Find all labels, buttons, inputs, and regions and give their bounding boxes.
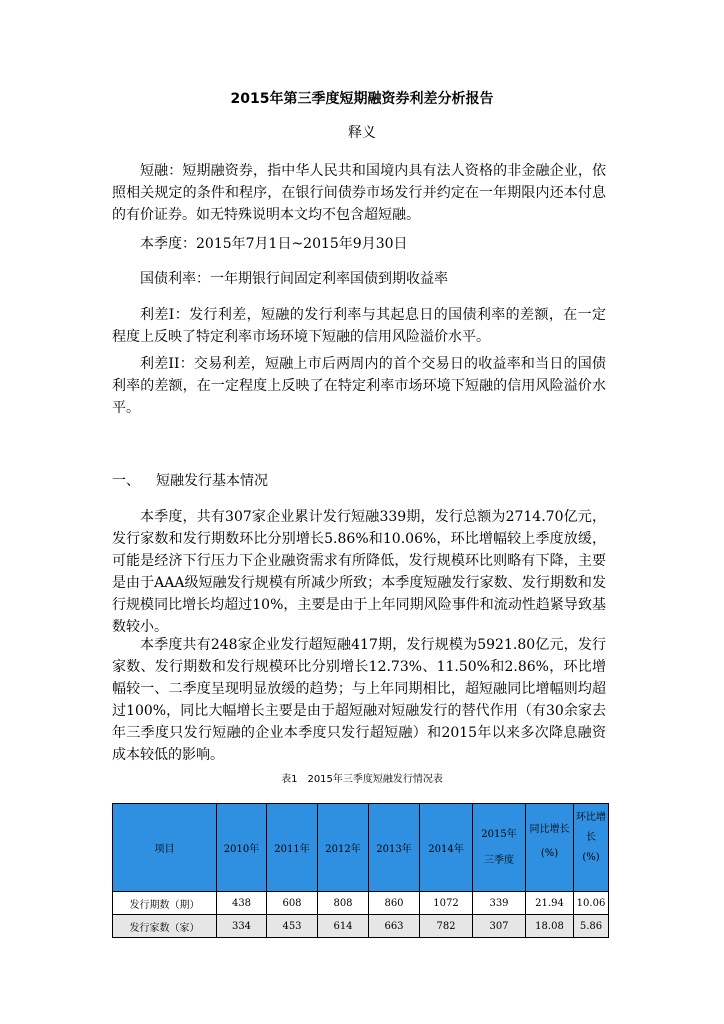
header-qoq-line2: (%) [582, 852, 600, 863]
issuance-table [112, 803, 609, 938]
cell: 614 [318, 915, 369, 938]
header-2014: 2014年 [420, 804, 473, 892]
table-row [113, 892, 609, 915]
section-title: 短融发行基本情况 [156, 473, 268, 489]
cell: 18.08 [526, 915, 574, 938]
header-2012: 2012年 [318, 804, 369, 892]
header-2013: 2013年 [369, 804, 420, 892]
header-2015-q3 [473, 804, 526, 892]
table-row [113, 915, 609, 938]
header-2010: 2010年 [217, 804, 267, 892]
definition-spread-2: 利差II：交易利差，短融上市后两周内的首个交易日的收益率和当日的国债利率的差额，在一定程度上反映了在特定利率市场环境下短融的信用风险溢价水平。 [112, 356, 606, 416]
cell: 339 [473, 892, 526, 915]
cell: 21.94 [526, 892, 574, 915]
header-yoy-line2: (%) [540, 848, 559, 859]
definitions-heading: 释义 [348, 125, 376, 141]
definition-spread-1: 利差I：发行利差，短融的发行利率与其起息日的国债利率的差额，在一定程度上反映了特定利率市场环境下短融的信用风险溢价水平。 [112, 307, 606, 345]
header-item: 项目 [113, 804, 217, 892]
cell: 808 [318, 892, 369, 915]
header-yoy [526, 804, 574, 892]
header-qoq-line1: 环比增长 [576, 812, 606, 843]
cell: 608 [267, 892, 318, 915]
table-header-row [113, 804, 609, 892]
header-qoq [574, 804, 609, 892]
cell: 5.86 [574, 915, 609, 938]
section-heading [112, 470, 268, 490]
cell: 1072 [420, 892, 473, 915]
cell: 453 [267, 915, 318, 938]
header-2011: 2011年 [267, 804, 318, 892]
cell: 860 [369, 892, 420, 915]
cell: 438 [217, 892, 267, 915]
definition-this-quarter: 本季度：2015年7月1日~2015年9月30日 [140, 236, 408, 252]
row-label: 发行家数（家） [113, 915, 217, 938]
cell: 782 [420, 915, 473, 938]
table-caption: 表1 2015年三季度短融发行情况表 [281, 774, 443, 785]
row-label: 发行期数（期） [113, 892, 217, 915]
definition-treasury-rate: 国债利率：一年期银行间固定利率国债到期收益率 [140, 271, 448, 287]
body-paragraph-super-short-term: 本季度共有248家企业发行超短融417期，发行规模为5921.80亿元，发行家数、发行期数和发行规模环比分别增长12.73%、11.50%和2.86%，环比增幅较一、二季度呈现明显放缓的趋势；与上年同期相比，超短融同比增幅则均超过100%，同比大幅增长主要是由于超短融对短融发行的替代作用（有30余家去年三季度只发行短融的企业本季度只发行超短融）和2015年以来多次降息融资成本较低的影响。 [112, 637, 606, 763]
header-yoy-line1: 同比增长 [529, 824, 570, 835]
cell: 663 [369, 915, 420, 938]
definition-short-term-bill: 短融：短期融资券，指中华人民共和国境内具有法人资格的非金融企业，依照相关规定的条件和程序，在银行间债券市场发行并约定在一年期限内还本付息的有价证券。如无特殊说明本文均不包含超短融。 [112, 163, 606, 223]
cell: 334 [217, 915, 267, 938]
body-paragraph-short-term: 本季度，共有307家企业累计发行短融339期，发行总额为2714.70亿元，发行家数和发行期数环比分别增长5.86%和10.06%，环比增幅较上季度放缓，可能是经济下行压力下企业融资需求有所降低，发行规模环比则略有下降，主要是由于AAA级短融发行规模有所减少所致；本季度短融发行家数、发行期数和发行规模同比增长均超过10%，主要是由于上年同期风险事件和流动性趋紧导致基数较小。 [112, 509, 606, 635]
section-number: 一、 [112, 473, 140, 489]
header-2015-q3-line1: 2015年 [481, 828, 517, 840]
header-2015-q3-line2: 三季度 [484, 854, 514, 866]
cell: 307 [473, 915, 526, 938]
cell: 10.06 [574, 892, 609, 915]
report-title: 2015年第三季度短期融资券利差分析报告 [230, 91, 494, 107]
